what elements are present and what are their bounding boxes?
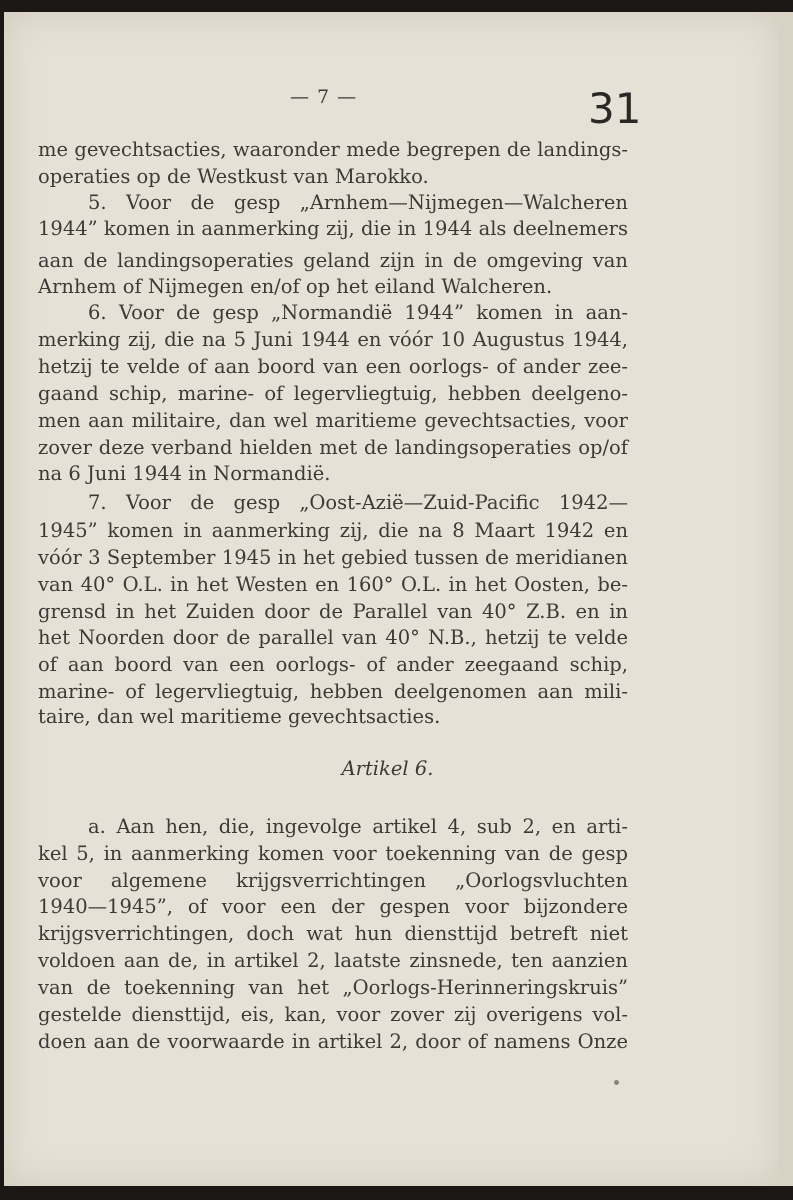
text-line: voor algemene krijgsverrichtingen „Oorlogsvluchten [38,869,628,892]
text-line: voldoen aan de, in artikel 2, laatste zinsnede, ten aanzien [38,949,628,972]
text-line: 6. Voor de gesp „Normandië 1944” komen in aan- [88,301,628,324]
text-line: na 6 Juni 1944 in Normandië. [38,462,331,485]
text-line: gestelde diensttijd, eis, kan, voor zover zij overigens vol- [38,1003,628,1026]
text-line: 1940—1945”, of voor een der gespen voor bijzondere [38,895,628,918]
text-line: 1944” komen in aanmerking zij, die in 1944 als deelnemers [38,217,628,240]
text-line: kel 5, in aanmerking komen voor toekenning van de gesp [38,842,628,865]
text-line: zover deze verband hielden met de landingsoperaties op/of [38,436,628,459]
scan-border [0,1186,793,1200]
text-line: aan de landingsoperaties geland zijn in de omgeving van [38,249,628,272]
stamped-page-number: 31 [588,84,642,133]
text-line: krijgsverrichtingen, doch wat hun diensttijd betreft niet [38,922,628,945]
text-line: 5. Voor de gesp „Arnhem—Nijmegen—Walcheren [88,191,628,214]
text-line: marine- of legervliegtuig, hebben deelgenomen aan mili- [38,680,628,703]
text-line: 7. Voor de gesp „Oost-Azië—Zuid-Pacific 1942— [88,491,628,514]
text-line: 1945” komen in aanmerking zij, die na 8 Maart 1942 en [38,519,628,542]
text-line: a. Aan hen, die, ingevolge artikel 4, sub 2, en arti- [88,815,628,838]
text-line: men aan militaire, dan wel maritieme gevechtsacties, voor [38,409,628,432]
text-line: van de toekenning van het „Oorlogs-Herinneringskruis” [38,976,628,999]
text-line: van 40° O.L. in het Westen en 160° O.L. in het Oosten, be- [38,573,628,596]
text-line: me gevechtsacties, waaronder mede begrepen de landings- [38,138,628,161]
section-heading: Artikel 6. [341,757,434,780]
text-line: Arnhem of Nijmegen en/of op het eiland Walcheren. [38,275,553,298]
text-line: vóór 3 September 1945 in het gebied tussen de meridianen [38,546,628,569]
text-line: operaties op de Westkust van Marokko. [38,165,429,188]
text-line: hetzij te velde of aan boord van een oorlogs- of ander zee- [38,355,628,378]
text-line: of aan boord van een oorlogs- of ander zeegaand schip, [38,653,628,676]
text-line: grensd in het Zuiden door de Parallel van 40° Z.B. en in [38,600,628,623]
ink-speck [614,1080,619,1085]
text-line: taire, dan wel maritieme gevechtsacties. [38,705,441,728]
page-number: — 7 — [290,86,358,108]
text-line: doen aan de voorwaarde in artikel 2, door of namens Onze [38,1030,628,1053]
text-line: het Noorden door de parallel van 40° N.B., hetzij te velde [38,626,628,649]
text-line: gaand schip, marine- of legervliegtuig, hebben deelgeno- [38,382,628,405]
text-line: merking zij, die na 5 Juni 1944 en vóór 10 Augustus 1944, [38,328,628,351]
page-edge [779,12,793,1186]
